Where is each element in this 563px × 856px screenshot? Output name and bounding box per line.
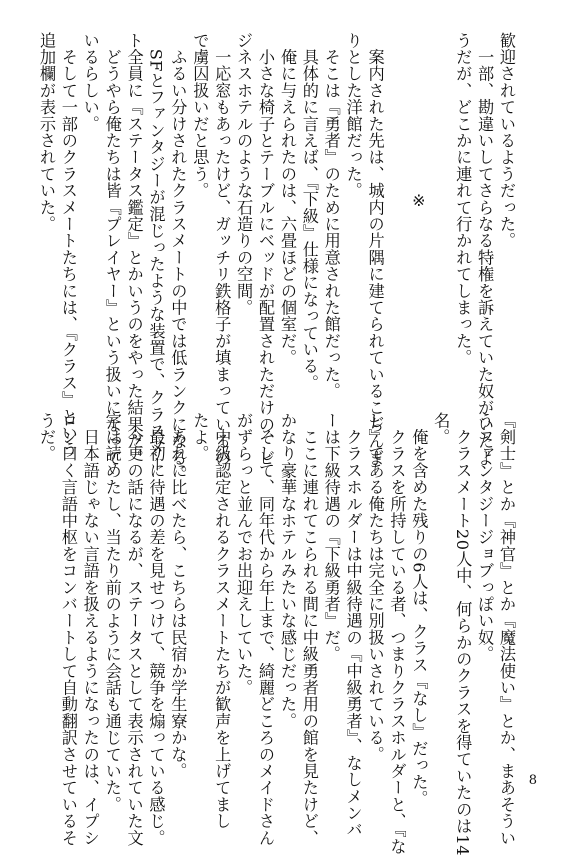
text-line: 最初に待遇の差を見せつけて、競争を煽っている感じ。 — [146, 412, 166, 847]
text-line: 『剣士』とか『神官』とか『魔法使い』とか、まあそうい — [497, 412, 516, 847]
text-line: うだが、どこかに連れて行かれてしまった。 — [453, 32, 473, 366]
text-line: 歓迎されているようだった。 — [497, 32, 516, 250]
text-line: 俺を含めた残りの6人は、クラス『なし』だった。 — [409, 412, 429, 807]
text-line: がずらっと並んでお出迎えしていた。 — [234, 412, 254, 696]
text-line: いるらしい。 — [80, 32, 100, 133]
text-line: 字は読めたし、当たり前のように会話も通じていた。 — [102, 412, 122, 813]
text-line: うだ。 — [36, 412, 56, 463]
text-line: りとした洋館だった。 — [343, 32, 363, 199]
text-line: たよ。 — [190, 412, 210, 463]
text-line: うファンタジージョブっぽい奴。 — [475, 412, 495, 663]
text-line: 今更の話になるが、ステータスとして表示されていた文 — [124, 412, 144, 847]
text-line: そして一部のクラスメートたちには、『クラス』という — [58, 32, 78, 459]
text-line — [386, 32, 408, 370]
text-line: で虜囚扱いだと思う。 — [190, 32, 210, 199]
text-line: 案内された先は、城内の片隅に建てられているこぢんま — [365, 32, 385, 467]
text-line: 追加欄が表示されていた。 — [36, 32, 56, 233]
text-line: ここに連れてこられる間に中級勇者用の館を見たけど、 — [299, 412, 319, 847]
text-line: ト全員に『ステータス鑑定』とかいうのをやった結果だ。 — [124, 32, 144, 467]
text-line: し』である俺たちは完全に別扱いされている。 — [365, 412, 385, 763]
text-line: ふるい分けされたクラスメートの中では低ランクになる。 — [168, 32, 188, 483]
text-line: 中級認定されるクラスメートたちが歓声を上げてまし — [212, 412, 232, 830]
text-line: ジネスホテルのような石造りの空間。 — [234, 32, 254, 316]
text-line: クラスホルダーは中級待遇の『中級勇者』、なしメンバ — [343, 412, 363, 839]
text-line: あれに比べたら、こちらは民宿か学生寮かな。 — [168, 412, 188, 780]
text-line: 一応窓もあったけど、ガッチリ鉄格子が填まっているの — [212, 32, 232, 467]
text-line — [429, 32, 451, 370]
text-line: ーは下級待遇の『下級勇者』だ。 — [321, 412, 341, 663]
text-line: 小さな椅子とテーブルにベッドが配置されただけの、ビ — [256, 32, 276, 467]
text-line: 日本語じゃない言語を扱えるようになったのは、イプシ — [80, 412, 100, 847]
text-line: 俺に与えられたのは、六畳ほどの個室だ。 — [277, 32, 297, 366]
text-line: 名。 — [431, 412, 451, 446]
text-line: そこは『勇者』のために用意された館だった。 — [321, 32, 341, 400]
text-line: クラスを所持している者、つまりクラスホルダーと、『な — [387, 412, 407, 855]
text-line: ロン曰く言語中枢をコンバートして自動翻訳させているそ — [58, 412, 78, 847]
text-line: かなり豪華なホテルみたいな感じだった。 — [277, 412, 297, 730]
text-line: どうやら俺たちは皆『プレイヤー』という扱いになって — [102, 32, 122, 467]
text-line: そして、同年代から年上まで、綺麗どころのメイドさん — [256, 412, 276, 847]
lower-text-block — [35, 412, 517, 856]
text-line: クラスメート20人中、何らかのクラスを得ていたのは14 — [453, 412, 473, 856]
text-line: SFとファンタジーが混じったような装置で、クラスメー — [146, 32, 166, 473]
text-line: 一部、勘違いしてさらなる特権を訴えていた奴がいたよ — [475, 32, 495, 467]
text-line: ※ — [409, 191, 429, 211]
upper-text-block — [35, 32, 517, 483]
text-line: 具体的に言えば、『下級』仕様になっている。 — [299, 32, 319, 392]
page-number: 8 — [528, 773, 537, 788]
